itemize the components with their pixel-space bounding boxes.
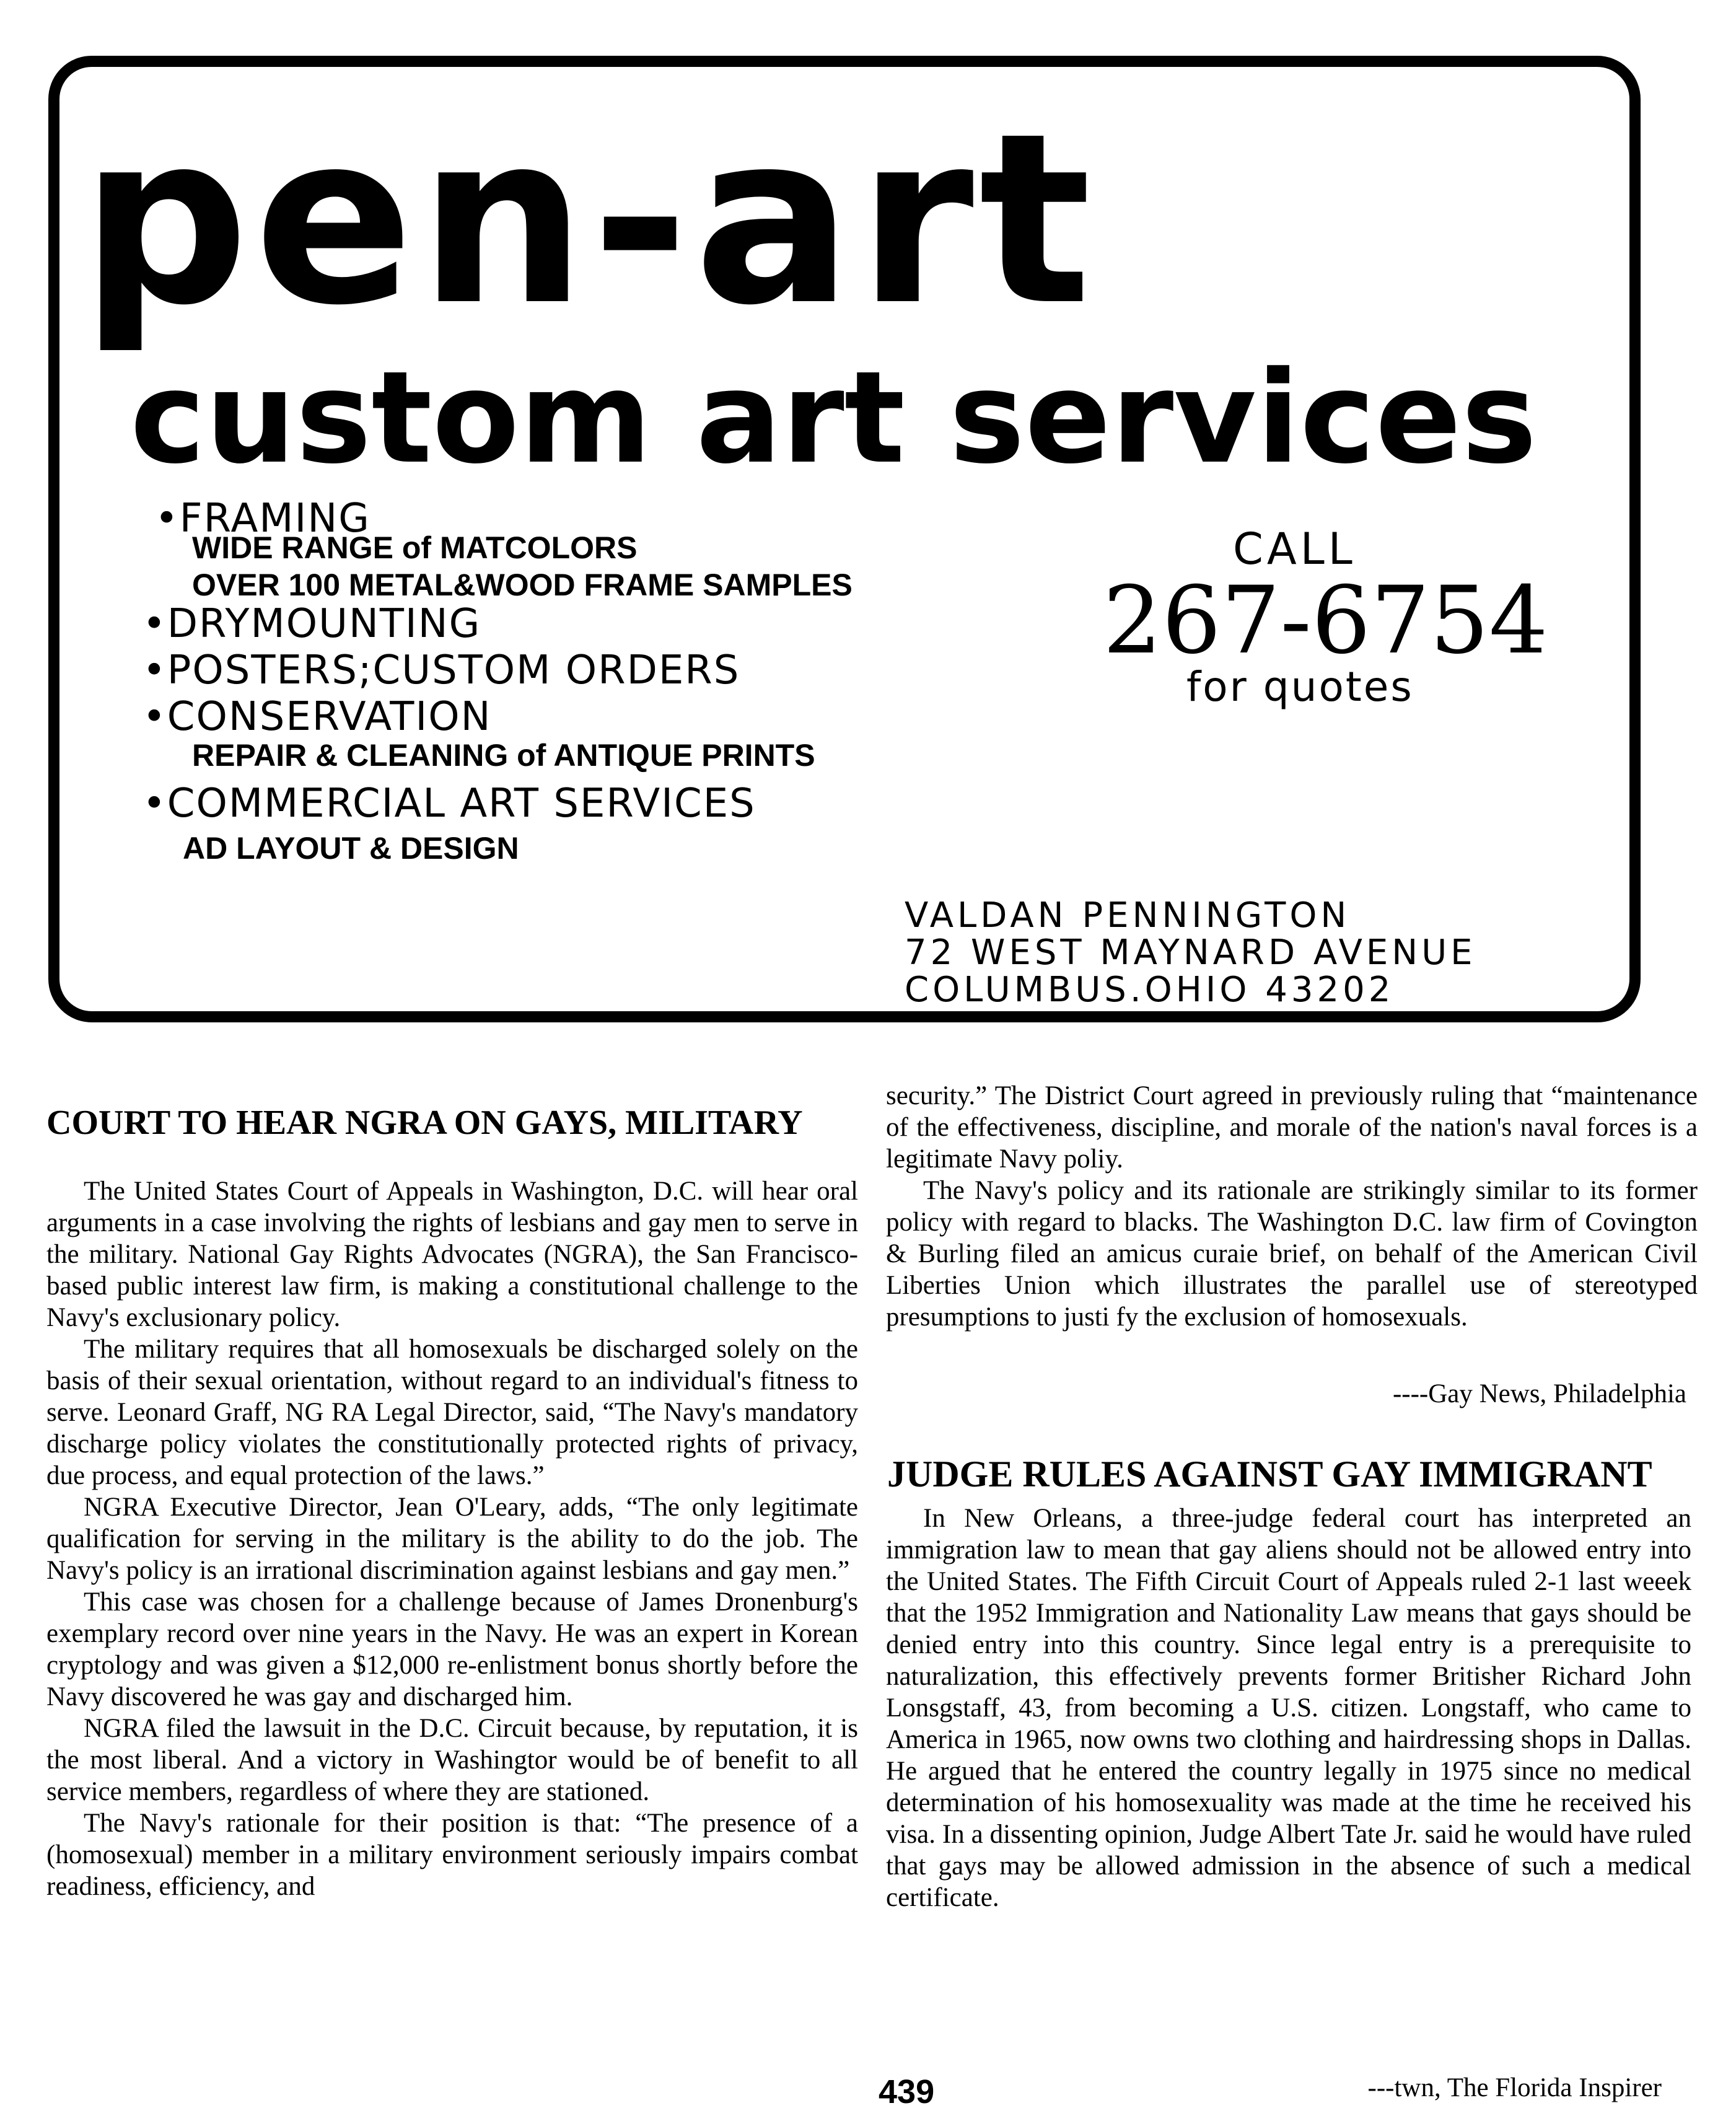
service-conservation: •CONSERVATION xyxy=(142,694,492,740)
ad-logo: pen-art xyxy=(81,87,1177,353)
article1-credit: ----Gay News, Philadelphia xyxy=(1392,1379,1686,1408)
service-detail-ad-layout: AD LAYOUT & DESIGN xyxy=(183,831,519,866)
service-detail-frame-samples: OVER 100 METAL&WOOD FRAME SAMPLES xyxy=(192,568,853,602)
ad-subtitle: custom art services xyxy=(130,345,1537,492)
phone-number: 267-6754 xyxy=(1103,567,1548,675)
page-number: 439 xyxy=(879,2073,935,2110)
article1-paragraph: NGRA Executive Director, Jean O'Leary, adds, “The only legitimate qualification for serving in the military is the ability to do the job. The Navy's policy is an irrational discrimination against lesbians and gay men.” xyxy=(46,1493,858,1585)
article1-continuation-paragraph: The Navy's policy and its rationale are strikingly similar to its former policy with regard to blacks. The Washington D.C. law firm of Covington & Burling filed an amicus curaie brief, on behalf of the American Civil Liberties Union which illustrates the parallel use of stereotyped presumptions to justi fy the exclusion of homosexuals. xyxy=(886,1176,1698,1332)
article1-paragraph: The United States Court of Appeals in Washington, D.C. will hear oral arguments in a case involving the rights of lesbians and gay men to serve in the military. National Gay Rights Advocates (NGRA), the San Francisco-based public interest law firm, is making a constitutional challenge to the Navy's exclusionary policy. xyxy=(46,1177,858,1332)
article1-paragraph: This case was chosen for a challenge because of James Dronenburg's exemplary record over nine years in the Navy. He was an expert in Korean cryptology and was given a $12,000 re-enlistment bonus shortly before the Navy discovered he was gay and discharged him. xyxy=(46,1587,858,1711)
article1-body xyxy=(46,1175,858,1902)
article2-body xyxy=(886,1503,1691,1913)
service-detail-matcolors: WIDE RANGE of MATCOLORS xyxy=(192,530,638,565)
article1-continuation xyxy=(886,1080,1698,1333)
call-label: CALL xyxy=(1233,524,1356,574)
service-drymounting: •DRYMOUNTING xyxy=(142,601,481,647)
address-line-street: 72 WEST MAYNARD AVENUE xyxy=(905,933,1476,973)
service-commercial-art: •COMMERCIAL ART SERVICES xyxy=(142,781,756,827)
article1-paragraph: The military requires that all homosexuals be discharged solely on the basis of their sexual orientation, without regard to an individual's fitness to serve. Leonard Graff, NG RA Legal Director, said, “The Navy's mandatory discharge policy violates the constitutionally protected rights of privacy, due process, and equal protection of the laws.” xyxy=(46,1335,858,1490)
article1-paragraph: NGRA filed the lawsuit in the D.C. Circuit because, by reputation, it is the most liberal. And a victory in Washingtor would be of benefit to all service members, regardless of where they are stationed. xyxy=(46,1714,858,1806)
service-framing: •FRAMING xyxy=(155,496,370,542)
address-line-name: VALDAN PENNINGTON xyxy=(905,895,1351,936)
service-posters: •POSTERS;CUSTOM ORDERS xyxy=(142,648,740,693)
quotes-label: for quotes xyxy=(1186,663,1414,711)
article2-headline: JUDGE RULES AGAINST GAY IMMIGRANT xyxy=(887,1454,1652,1495)
article1-paragraph: The Navy's rationale for their position is that: “The presence of a (homosexual) member in a military environment seriously impairs combat readiness, efficiency, and xyxy=(46,1809,858,1901)
article2-paragraph: In New Orleans, a three-judge federal court has interpreted an immigration law to mean that gay aliens should not be allowed entry into the United States. The Fifth Circuit Court of Appeals ruled 2-1 last weeek that the 1952 Immigration and Nationality Law means that gays should be denied entry into this country. Since legal entry is a prerequisite to naturalization, this effectively prevents former Britisher Richard John Lonsgstaff, 43, from becoming a U.S. citizen. Longstaff, who came to America in 1965, now owns two clothing and hairdressing shops in Dallas. He argued that he entered the country legally in 1975 since no medical determination of his homosexuality was made at the time he received his visa. In a dissenting opinion, Judge Albert Tate Jr. said he would have ruled that gays may be allowed admission in the absence of such a medical certificate. xyxy=(886,1504,1691,1912)
article1-headline: COURT TO HEAR NGRA ON GAYS, MILITARY xyxy=(46,1104,803,1142)
article2-credit: ---twn, The Florida Inspirer xyxy=(1367,2073,1662,2102)
article1-continuation-paragraph: security.” The District Court agreed in previously ruling that “maintenance of the effectiveness, discipline, and morale of the nation's naval forces is a legitimate Navy poliy. xyxy=(886,1081,1698,1174)
address-line-city: COLUMBUS.OHIO 43202 xyxy=(905,970,1395,1010)
service-detail-repair: REPAIR & CLEANING of ANTIQUE PRINTS xyxy=(192,738,815,773)
